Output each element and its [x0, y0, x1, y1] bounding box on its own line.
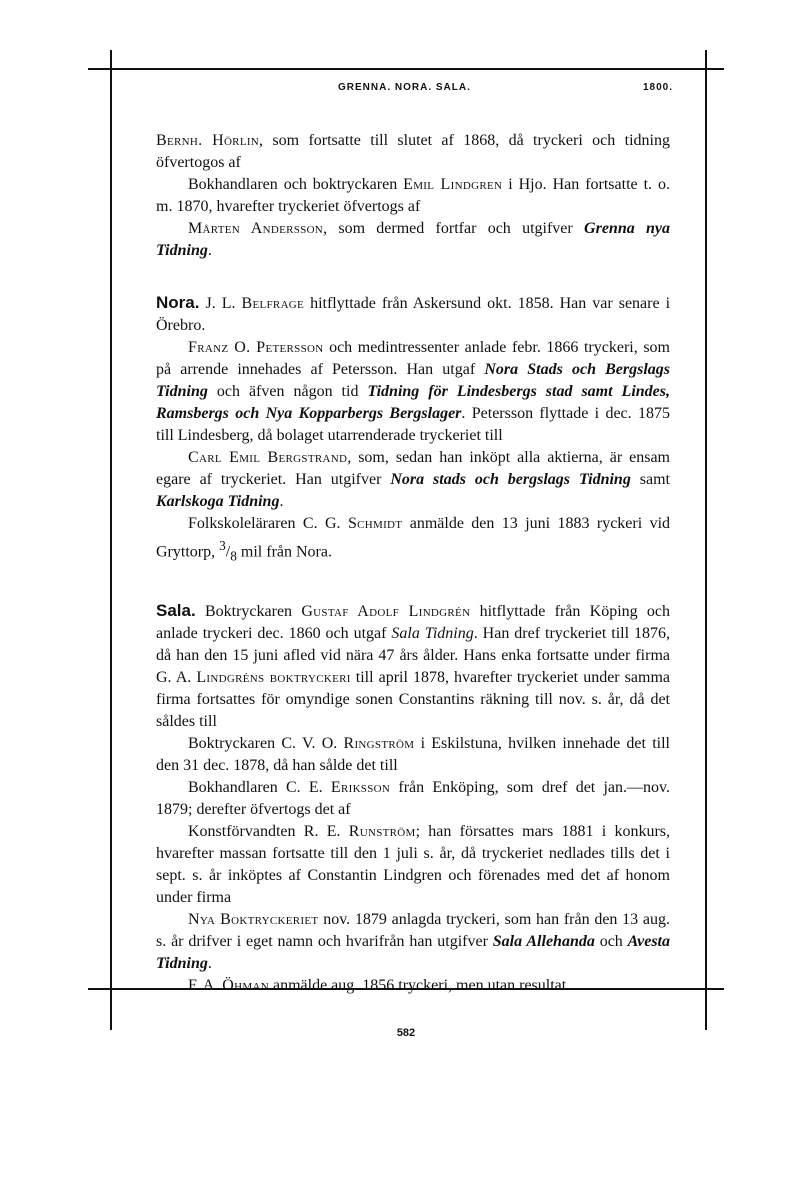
section-nora: [156, 292, 670, 568]
firm-name: Nya Boktryckeriet: [188, 910, 319, 928]
running-header: [110, 78, 705, 98]
paragraph: Mårten Andersson, som dermed fortfar och utgifver Grenna nya Tidning.: [156, 220, 670, 259]
paragraph: Nya Boktryckeriet nov. 1879 anlagda tryckeri, som han från den 13 aug. s. år drifver i eget namn och hvarifrån han utgifver Sala Allehanda och Avesta Tidning.: [156, 910, 670, 972]
person-name: Belfrage: [241, 295, 305, 312]
page-body: [156, 130, 670, 997]
paragraph: Konstförvandten R. E. Runström; han försattes mars 1881 i konkurs, hvarefter massan fortsatte till den 1 juli s. år, då tryckeriet nedlades tills det i sept. s. år inköptes af Constantin Lindgren och förenades med det af honom under firma: [156, 822, 670, 906]
person-name: Runström: [348, 822, 416, 840]
newspaper-title: Sala Tidning: [391, 624, 474, 642]
paragraph: Bokhandlaren C. E. Eriksson från Enköping, som dref det jan.—nov. 1879; derefter öfvertogs det af: [156, 778, 670, 818]
paragraph: Nora. J. L. Belfrage hitflyttade från Askersund okt. 1858. Han var senare i Örebro.: [156, 293, 671, 334]
page-number: 582: [396, 1027, 416, 1039]
top-rule: [88, 68, 724, 70]
section-title: Sala.: [156, 600, 196, 620]
person-name: Ringström: [343, 734, 415, 752]
left-rule: [110, 50, 112, 1030]
paragraph: F. A. Öhman anmälde aug. 1856 tryckeri, men utan resultat.: [188, 976, 571, 994]
section-sala: [156, 600, 670, 997]
newspaper-title: Nora Stads och Bergslags Tidning: [156, 361, 671, 400]
header-places: GRENNA. NORA. SALA.: [338, 82, 471, 93]
person-name: Schmidt: [347, 515, 403, 532]
newspaper-title: Grenna nya Tidning: [156, 220, 670, 259]
person-name: Bernh. Hörlin: [156, 132, 260, 149]
header-year: 1800.: [642, 82, 673, 93]
person-name: Mårten Andersson: [188, 220, 324, 237]
person-name: Franz O. Petersson: [188, 339, 324, 356]
person-name: Carl Emil Bergstrand: [188, 449, 348, 466]
paragraph: Carl Emil Bergstrand, som, sedan han inköpt alla aktierna, är ensam egare af tryckeriet. Han utgifver Nora stads och bergslags Tidning samt Karlskoga Tidning.: [156, 449, 670, 510]
paragraph: Sala. Boktryckaren Gustaf Adolf Lindgrén hitflyttade från Köping och anlade tryckeri dec. 1860 och utgaf Sala Tidning. Han dref tryckeriet till 1876, då han den 15 juni afled vid nära 47 års ålder. Hans enka fortsatte under firma G. A. Lindgréns boktryckeri till april 1878, hvarefter tryckeriet under samma firma fortsattes för omyndige sonen Constantins räkning till nov. s. år, då det såldes till: [156, 600, 670, 730]
person-name: Gustaf Adolf Lindgrén: [301, 602, 471, 620]
paragraph: Bokhandlaren och boktryckaren Emil Lindgren i Hjo. Han fortsatte t. o. m. 1870, hvarefter tryckeriet öfvertogs af: [156, 176, 670, 215]
paragraph: Folkskoleläraren C. G. Schmidt anmälde den 13 juni 1883 ryckeri vid Gryttorp, $^3/_8$ mil från Nora.: [156, 515, 671, 564]
newspaper-title: Tidning för Lindesbergs stad samt Lindes, Ramsbergs och Nya Kopparbergs Bergslager: [156, 383, 670, 422]
paragraph: Franz O. Petersson och medintressenter anlade febr. 1866 tryckeri, som på arrende innehades af Petersson. Han utgaf Nora Stads och Bergslags Tidning och äfven någon tid Tidning för Lindesbergs stad samt Lindes, Ramsbergs och Nya Kopparbergs Bergslager. Petersson flyttade i dec. 1875 till Lindesberg, då bolaget utarrenderade tryckeriet till: [156, 339, 671, 444]
right-rule: [705, 50, 707, 1030]
section-title: Nora.: [156, 293, 200, 312]
newspaper-title: Sala Allehanda: [492, 932, 595, 950]
newspaper-title: Karlskoga Tidning: [156, 493, 280, 510]
person-name: Öhman: [222, 976, 269, 994]
person-name: Eriksson: [330, 778, 391, 796]
newspaper-title: Avesta Tidning: [156, 932, 670, 972]
person-name: Emil Lindgren: [403, 176, 503, 193]
paragraph: Boktryckaren C. V. O. Ringström i Eskilstuna, hvilken innehade det till den 31 dec. 1878, då han sålde det till: [156, 734, 670, 774]
newspaper-title: Nora stads och bergslags Tidning: [390, 471, 631, 488]
paragraph: Bernh. Hörlin, som fortsatte till slutet af 1868, då tryckeri och tidning öfvertogos af: [156, 132, 670, 171]
firm-name: Lindgréns boktryckeri: [196, 668, 351, 686]
